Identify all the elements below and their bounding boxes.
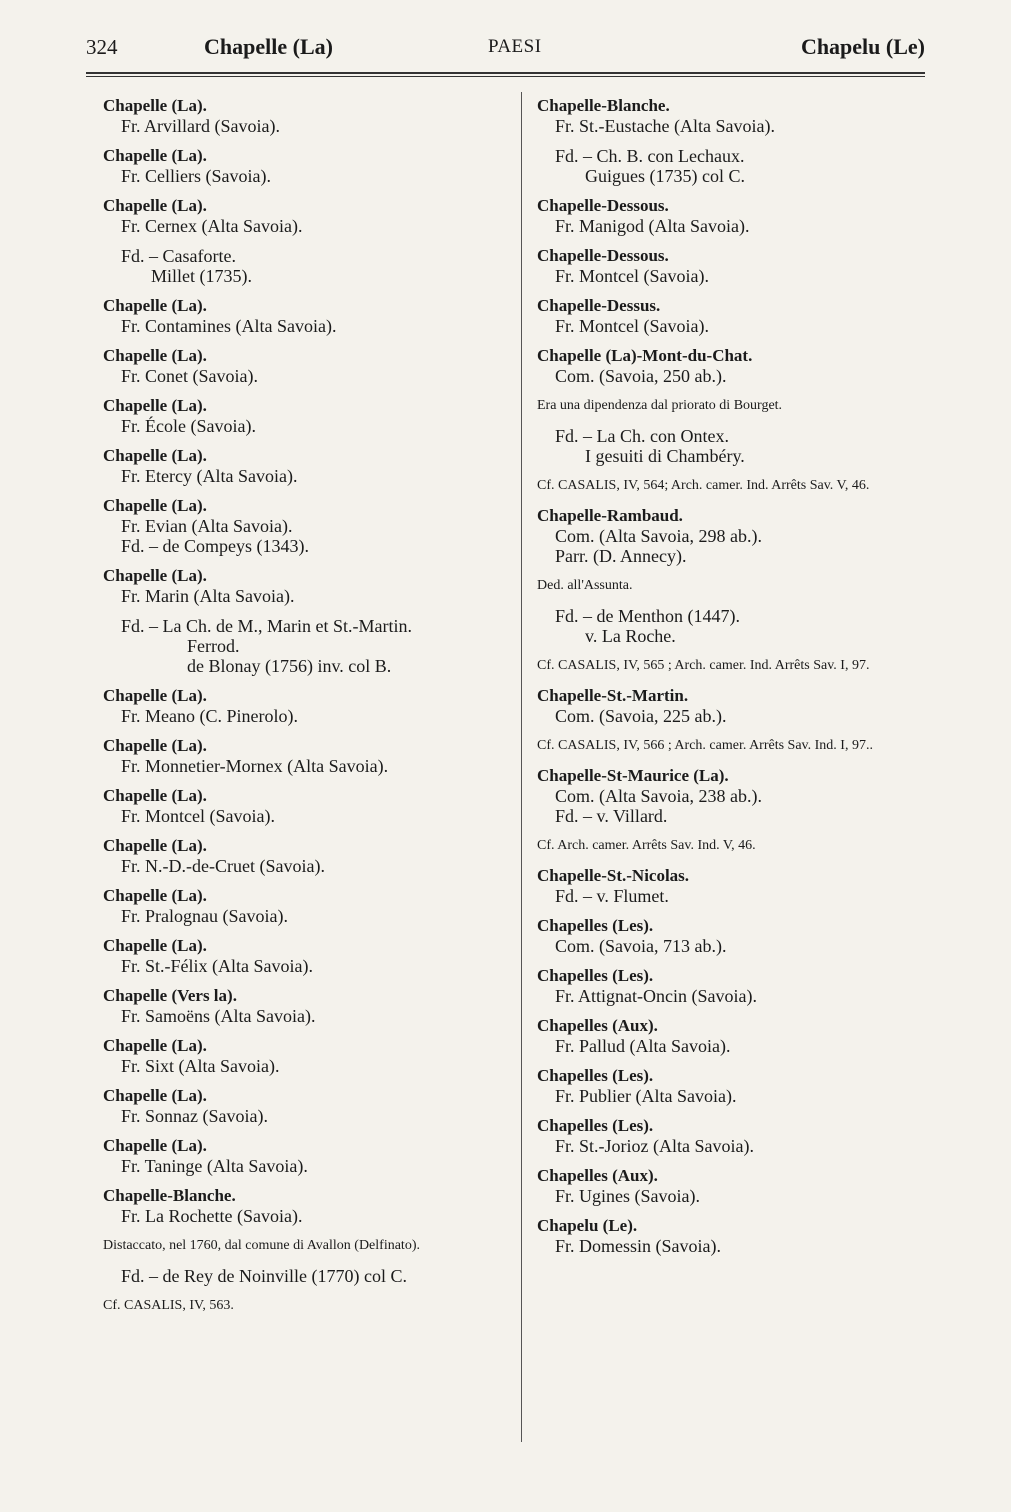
entry-location: Fr. École (Savoia). — [121, 416, 256, 436]
entry — [537, 766, 957, 856]
entry — [103, 1186, 508, 1316]
header-rule-thick — [86, 72, 925, 74]
entry — [103, 1136, 508, 1176]
entry — [537, 196, 957, 236]
entry-feud: Fd. – La Ch. con Ontex. — [555, 426, 729, 446]
entry-heading: Chapelle (La). — [103, 96, 207, 115]
entry-heading: Chapelle-Rambaud. — [537, 506, 683, 525]
entry-reference: Cf. Arch. camer. Arrêts Sav. Ind. V, 46. — [537, 838, 756, 853]
entry-heading: Chapelle (La). — [103, 886, 207, 905]
entry-note: Ded. all'Assunta. — [537, 578, 633, 593]
entry-feud: Fd. – v. Villard. — [555, 806, 668, 826]
entry-heading: Chapelle (La). — [103, 686, 207, 705]
entry — [103, 736, 508, 776]
running-head-right: Chapelu (Le) — [800, 34, 925, 59]
entry-reference: Cf. CASALIS, IV, 563. — [103, 1298, 234, 1313]
entry — [537, 1166, 957, 1206]
running-head-left: Chapelle (La) — [204, 34, 333, 59]
entry-heading: Chapelles (Les). — [537, 1116, 654, 1135]
entry-location: Fr. Conet (Savoia). — [121, 366, 258, 386]
entry — [103, 146, 508, 186]
entry-location: Fr. St.-Jorioz (Alta Savoia). — [555, 1136, 754, 1156]
entry — [103, 566, 508, 676]
entry-reference: Cf. CASALIS, IV, 564; Arch. camer. Ind. Arrêts Sav. V, 46. — [537, 478, 870, 493]
entry-location: Fr. Sonnaz (Savoia). — [121, 1106, 268, 1126]
entry-heading: Chapelles (Les). — [537, 966, 654, 985]
entry-feud-holder: de Blonay (1756) inv. col B. — [187, 656, 392, 676]
entry-cross-reference: v. La Roche. — [585, 626, 676, 646]
entry — [103, 836, 508, 876]
entry — [103, 346, 508, 386]
entry-location: Fr. Meano (C. Pinerolo). — [121, 706, 298, 726]
entry — [537, 966, 957, 1006]
entry — [103, 1086, 508, 1126]
entry-location: Fr. Publier (Alta Savoia). — [555, 1086, 737, 1106]
entry-location: Fr. Etercy (Alta Savoia). — [121, 466, 298, 486]
entry-feud: Fd. – La Ch. de M., Marin et St.-Martin. — [121, 616, 412, 636]
entry-location: Fr. Samoëns (Alta Savoia). — [121, 1006, 316, 1026]
entry-feud-holder: Ferrod. — [187, 636, 240, 656]
entry-heading: Chapelle-Blanche. — [537, 96, 670, 115]
entry-location: Fr. Taninge (Alta Savoia). — [121, 1156, 308, 1176]
left-column — [103, 96, 508, 1316]
entry-heading: Chapelle-St.-Martin. — [537, 686, 689, 705]
entry — [103, 446, 508, 486]
entry — [103, 936, 508, 976]
entry-heading: Chapelles (Aux). — [537, 1016, 658, 1035]
entry-location: Fr. Monnetier-Mornex (Alta Savoia). — [121, 756, 389, 776]
entry-feud: Fd. – de Rey de Noinville (1770) col C. — [121, 1266, 407, 1286]
entry — [537, 346, 957, 496]
entry-reference: Cf. CASALIS, IV, 565 ; Arch. camer. Ind. Arrêts Sav. I, 97. — [537, 658, 870, 673]
entry — [537, 686, 957, 756]
entry-heading: Chapelle (La). — [103, 1086, 207, 1105]
entry — [103, 786, 508, 826]
page-header — [86, 30, 925, 70]
entry-heading: Chapelle (La). — [103, 296, 207, 315]
entry — [103, 686, 508, 726]
entry-heading: Chapelle-St-Maurice (La). — [537, 766, 729, 785]
entry-heading: Chapelle (La). — [103, 146, 207, 165]
entry-heading: Chapelle (La)-Mont-du-Chat. — [537, 346, 753, 365]
entry-heading: Chapelle (La). — [103, 736, 207, 755]
running-head-center: PAESI — [488, 36, 542, 57]
entry-heading: Chapelle (La). — [103, 346, 207, 365]
header-rule-thin — [86, 76, 925, 77]
entry — [103, 296, 508, 336]
entry — [537, 246, 957, 286]
entry — [103, 196, 508, 286]
entry-heading: Chapelles (Les). — [537, 1066, 654, 1085]
entry-location: Com. (Savoia, 225 ab.). — [555, 706, 727, 726]
entry-location: Fr. Pallud (Alta Savoia). — [555, 1036, 731, 1056]
entry-heading: Chapelle-Blanche. — [103, 1186, 236, 1205]
entry-feud: Fd. – Casaforte. — [121, 246, 236, 266]
entry-location: Fr. Pralognau (Savoia). — [121, 906, 288, 926]
entry-location: Fr. Attignat-Oncin (Savoia). — [555, 986, 757, 1006]
entry-feud: Fd. – v. Flumet. — [555, 886, 669, 906]
entry-location: Fr. N.-D.-de-Cruet (Savoia). — [121, 856, 325, 876]
right-column — [537, 96, 957, 1256]
entry — [537, 1216, 957, 1256]
entry — [103, 496, 508, 556]
entry-note: Era una dipendenza dal priorato di Bourget. — [537, 398, 783, 413]
entry-location: Fr. Marin (Alta Savoia). — [121, 586, 295, 606]
entry-heading: Chapelle-Dessus. — [537, 296, 661, 315]
entry-location: Com. (Savoia, 250 ab.). — [555, 366, 727, 386]
entry — [103, 886, 508, 926]
entry — [537, 866, 957, 906]
entry-heading: Chapelles (Les). — [537, 916, 654, 935]
entry-feud-holder: I gesuiti di Chambéry. — [585, 446, 745, 466]
entry — [537, 506, 957, 676]
entry-feud: Fd. – de Compeys (1343). — [121, 536, 309, 556]
entry-heading: Chapelle-Dessous. — [537, 246, 669, 265]
entry-parish: Parr. (D. Annecy). — [555, 546, 687, 566]
entry-feud-holder: Guigues (1735) col C. — [585, 166, 745, 186]
entry-location: Fr. Cernex (Alta Savoia). — [121, 216, 303, 236]
entry-heading: Chapelle-St.-Nicolas. — [537, 866, 690, 885]
entry — [537, 1016, 957, 1056]
entry-reference: Cf. CASALIS, IV, 566 ; Arch. camer. Arrêts Sav. Ind. I, 97.. — [537, 738, 873, 753]
entry-heading: Chapelle (La). — [103, 786, 207, 805]
entry-heading: Chapelle-Dessous. — [537, 196, 669, 215]
entry — [103, 1036, 508, 1076]
entry-heading: Chapelle (La). — [103, 1036, 207, 1055]
entry-location: Fr. La Rochette (Savoia). — [121, 1206, 303, 1226]
entry — [103, 986, 508, 1026]
entry — [537, 296, 957, 336]
column-divider — [521, 92, 522, 1442]
entry — [537, 1066, 957, 1106]
entry-location: Fr. Celliers (Savoia). — [121, 166, 271, 186]
entry-heading: Chapelle (La). — [103, 566, 207, 585]
entry-heading: Chapelle (Vers la). — [103, 986, 237, 1005]
entry-feud: Fd. – de Menthon (1447). — [555, 606, 740, 626]
entry-location: Com. (Alta Savoia, 238 ab.). — [555, 786, 762, 806]
entry-location: Fr. Montcel (Savoia). — [121, 806, 275, 826]
entry — [103, 96, 508, 136]
entry-heading: Chapelle (La). — [103, 496, 207, 515]
entry-feud-holder: Millet (1735). — [151, 266, 252, 286]
entry-location: Fr. Montcel (Savoia). — [555, 266, 709, 286]
entry-location: Fr. Manigod (Alta Savoia). — [555, 216, 750, 236]
entry-location: Fr. Contamines (Alta Savoia). — [121, 316, 337, 336]
entry-location: Fr. Arvillard (Savoia). — [121, 116, 280, 136]
entry-location: Com. (Alta Savoia, 298 ab.). — [555, 526, 762, 546]
entry-heading: Chapelle (La). — [103, 1136, 207, 1155]
entry-heading: Chapelle (La). — [103, 446, 207, 465]
entry-heading: Chapelles (Aux). — [537, 1166, 658, 1185]
entry-location: Fr. Domessin (Savoia). — [555, 1236, 721, 1256]
entry-location: Com. (Savoia, 713 ab.). — [555, 936, 727, 956]
entry-location: Fr. St.-Félix (Alta Savoia). — [121, 956, 313, 976]
entry-location: Fr. Montcel (Savoia). — [555, 316, 709, 336]
entry — [103, 396, 508, 436]
entry-heading: Chapelle (La). — [103, 396, 207, 415]
entry-heading: Chapelle (La). — [103, 936, 207, 955]
entry-note: Distaccato, nel 1760, dal comune di Avallon (Delfinato). — [103, 1238, 420, 1253]
entry-location: Fr. St.-Eustache (Alta Savoia). — [555, 116, 775, 136]
entry-location: Fr. Ugines (Savoia). — [555, 1186, 700, 1206]
entry-feud: Fd. – Ch. B. con Lechaux. — [555, 146, 745, 166]
entry-location: Fr. Evian (Alta Savoia). — [121, 516, 293, 536]
entry — [537, 916, 957, 956]
entry-heading: Chapelle (La). — [103, 196, 207, 215]
page-number: 324 — [86, 35, 118, 59]
entry-location: Fr. Sixt (Alta Savoia). — [121, 1056, 280, 1076]
entry-heading: Chapelu (Le). — [537, 1216, 638, 1235]
entry-heading: Chapelle (La). — [103, 836, 207, 855]
entry — [537, 1116, 957, 1156]
entry — [537, 96, 957, 186]
